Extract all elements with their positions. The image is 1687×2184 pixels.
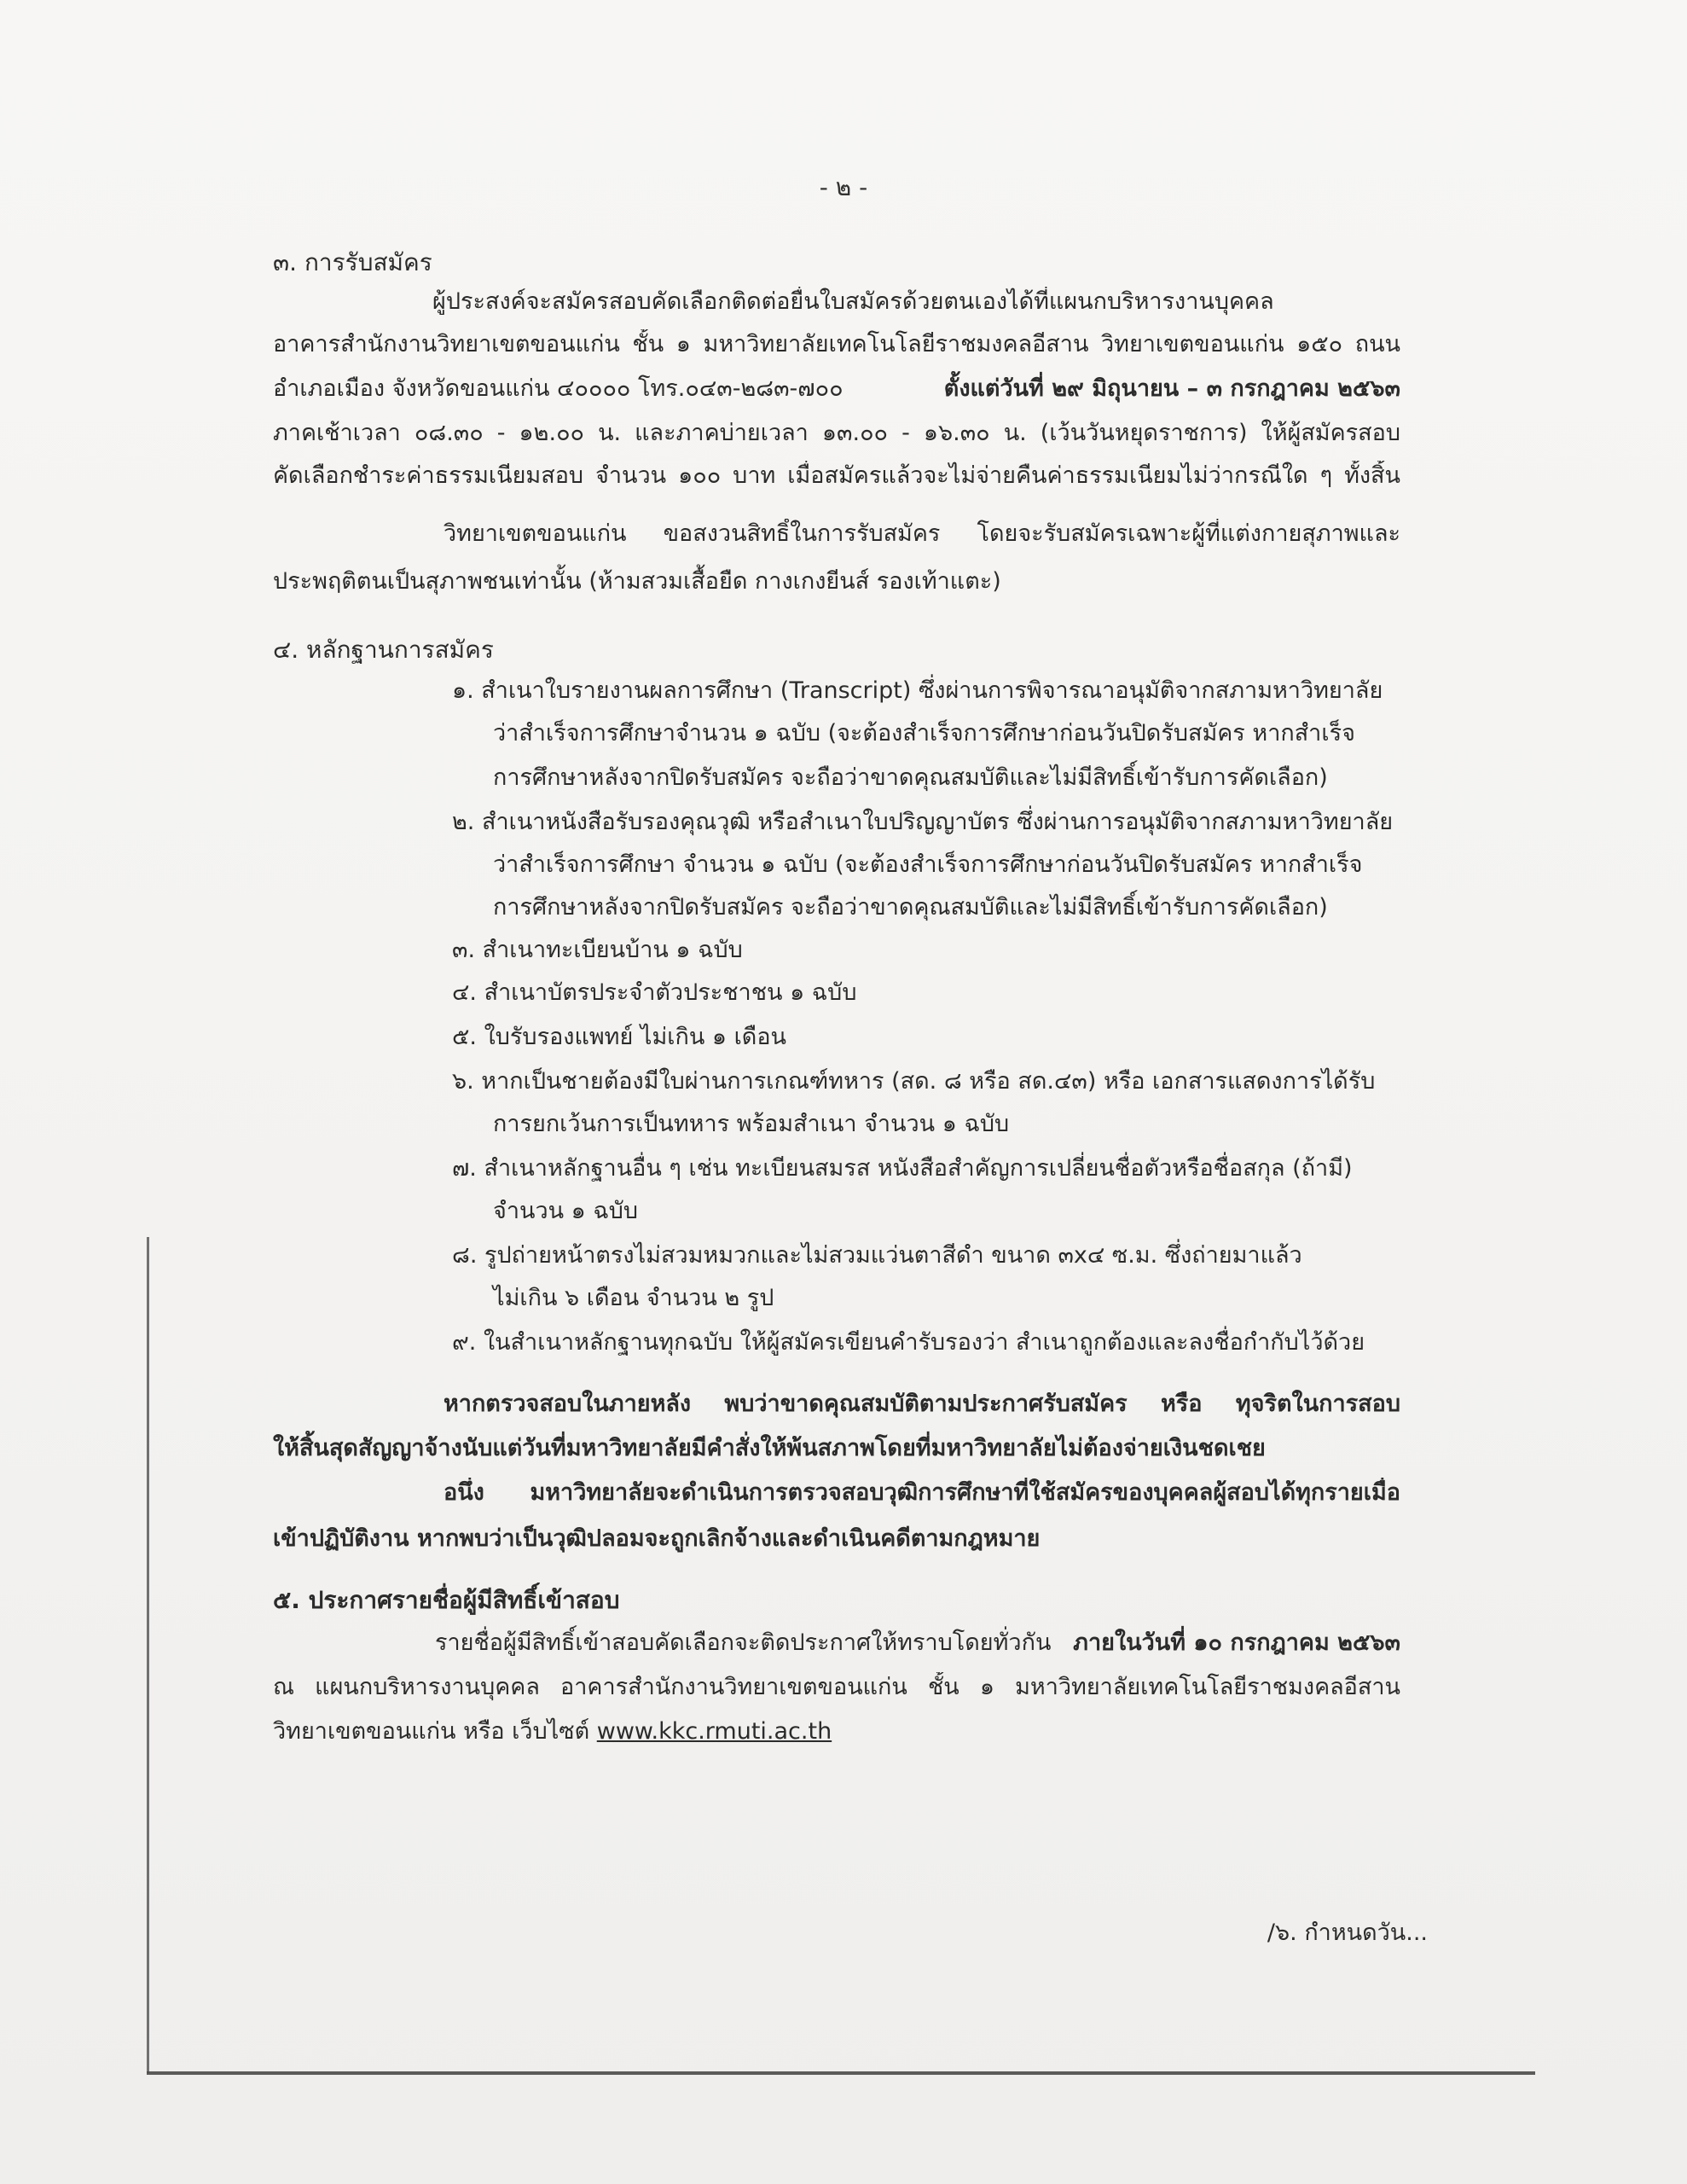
announcement-text: รายชื่อผู้มีสิทธิ์เข้าสอบคัดเลือกจะติดประกาศให้ทราบโดยทั่วกัน: [435, 1629, 1052, 1656]
section-4-heading: ๔. หลักฐานการสมัคร: [273, 636, 494, 664]
section-3-paragraph-1-line-5: คัดเลือกชำระค่าธรรมเนียมสอบ จำนวน ๑๐๐ บาท เมื่อสมัครแล้วจะไม่จ่ายคืนค่าธรรมเนียมไม่ว่ากรณีใด ๆ ทั้งสิ้น: [273, 462, 1400, 489]
item-9: ๙. ในสำเนาหลักฐานทุกฉบับ ให้ผู้สมัครเขียนคำรับรองว่า สำเนาถูกต้องและลงชื่อกำกับไว้ด้วย: [452, 1329, 1365, 1356]
contact-address-text: อำเภอเมือง จังหวัดขอนแก่น ๔๐๐๐๐ โทร.๐๔๓-๒๘๓-๗๐๐: [273, 375, 844, 402]
item-2-line-1: ๒. สำเนาหนังสือรับรองคุณวุฒิ หรือสำเนาใบปริญญาบัตร ซึ่งผ่านการอนุมัติจากสภามหาวิทยาลัย: [452, 809, 1394, 835]
section-3-paragraph-2-line-2: ประพฤติตนเป็นสุภาพชนเท่านั้น (ห้ามสวมเสื้อยืด กางเกงยีนส์ รองเท้าแตะ): [273, 568, 1001, 595]
website-link[interactable]: www.kkc.rmuti.ac.th: [596, 1718, 832, 1745]
item-1-line-2: ว่าสำเร็จการศึกษาจำนวน ๑ ฉบับ (จะต้องสำเร็จการศึกษาก่อนวันปิดรับสมัคร หากสำเร็จ: [493, 720, 1355, 746]
warning-1-line-1: หากตรวจสอบในภายหลัง พบว่าขาดคุณสมบัติตามประกาศรับสมัคร หรือ ทุจริตในการสอบ: [443, 1391, 1400, 1417]
item-2-line-3: การศึกษาหลังจากปิดรับสมัคร จะถือว่าขาดคุณสมบัติและไม่มีสิทธิ์เข้ารับการคัดเลือก): [493, 894, 1328, 921]
item-8-line-1: ๘. รูปถ่ายหน้าตรงไม่สวมหมวกและไม่สวมแว่นตาสีดำ ขนาด ๓x๔ ซ.ม. ซึ่งถ่ายมาแล้ว: [452, 1242, 1302, 1269]
item-5: ๕. ใบรับรองแพทย์ ไม่เกิน ๑ เดือน: [452, 1024, 787, 1050]
item-6-line-1: ๖. หากเป็นชายต้องมีใบผ่านการเกณฑ์ทหาร (สด. ๘ หรือ สด.๔๓) หรือ เอกสารแสดงการได้รับ: [452, 1068, 1376, 1095]
section-5-line-1: [435, 1628, 1400, 1658]
application-period-text: ตั้งแต่วันที่ ๒๙ มิถุนายน – ๓ กรกฎาคม ๒๕๖๓: [943, 375, 1400, 402]
scan-frame-bottom-edge: [147, 2071, 1535, 2075]
item-1-line-1: ๑. สำเนาใบรายงานผลการศึกษา (Transcript) ซึ่งผ่านการพิจารณาอนุมัติจากสภามหาวิทยาลัย: [452, 677, 1383, 704]
item-7-line-1: ๗. สำเนาหลักฐานอื่น ๆ เช่น ทะเบียนสมรส หนังสือสำคัญการเปลี่ยนชื่อตัวหรือชื่อสกุล (ถ้ามี): [452, 1155, 1353, 1182]
section-3-paragraph-1-line-3: [273, 374, 1400, 404]
page-number: - ๒ -: [819, 173, 868, 201]
item-8-line-2: ไม่เกิน ๖ เดือน จำนวน ๒ รูป: [493, 1285, 774, 1311]
section-3-heading: ๓. การรับสมัคร: [273, 248, 432, 276]
scan-frame-left-edge: [147, 1237, 149, 2073]
section-5-line-2: ณ แผนกบริหารงานบุคคล อาคารสำนักงานวิทยาเขตขอนแก่น ชั้น ๑ มหาวิทยาลัยเทคโนโลยีราชมงคลอีสาน: [273, 1674, 1400, 1700]
section-5-heading: ๕. ประกาศรายชื่อผู้มีสิทธิ์เข้าสอบ: [273, 1586, 620, 1614]
section-3-paragraph-1-line-1: ผู้ประสงค์จะสมัครสอบคัดเลือกติดต่อยื่นใบสมัครด้วยตนเองได้ที่แผนกบริหารงานบุคคล: [432, 288, 1274, 315]
section-3-paragraph-1-line-4: ภาคเช้าเวลา ๐๘.๓๐ - ๑๒.๐๐ น. และภาคบ่ายเวลา ๑๓.๐๐ - ๑๖.๓๐ น. (เว้นวันหยุดราชการ) ให้ผู้สมัครสอบ: [273, 420, 1400, 446]
item-1-line-3: การศึกษาหลังจากปิดรับสมัคร จะถือว่าขาดคุณสมบัติและไม่มีสิทธิ์เข้ารับการคัดเลือก): [493, 764, 1328, 791]
item-6-line-2: การยกเว้นการเป็นทหาร พร้อมสำเนา จำนวน ๑ ฉบับ: [493, 1111, 1010, 1137]
announcement-date: ภายในวันที่ ๑๐ กรกฎาคม ๒๕๖๓: [1073, 1629, 1400, 1656]
item-7-line-2: จำนวน ๑ ฉบับ: [493, 1198, 639, 1224]
warning-1-line-2: ให้สิ้นสุดสัญญาจ้างนับแต่วันที่มหาวิทยาลัยมีคำสั่งให้พ้นสภาพโดยที่มหาวิทยาลัยไม่ต้องจ่ายเงินชดเชย: [273, 1435, 1266, 1461]
item-4: ๔. สำเนาบัตรประจำตัวประชาชน ๑ ฉบับ: [452, 979, 857, 1006]
section-5-line-3-text: วิทยาเขตขอนแก่น หรือ เว็บไซต์: [273, 1718, 590, 1745]
item-3: ๓. สำเนาทะเบียนบ้าน ๑ ฉบับ: [452, 937, 743, 963]
continuation-marker: /๖. กำหนดวัน...: [1267, 1920, 1428, 1946]
warning-2-line-2: เข้าปฏิบัติงาน หากพบว่าเป็นวุฒิปลอมจะถูกเลิกจ้างและดำเนินคดีตามกฎหมาย: [273, 1525, 1041, 1552]
section-3-paragraph-1-line-2: อาคารสำนักงานวิทยาเขตขอนแก่น ชั้น ๑ มหาวิทยาลัยเทคโนโลยีราชมงคลอีสาน วิทยาเขตขอนแก่น ๑๕๐ ถนน: [273, 331, 1400, 357]
warning-2-line-1: อนึ่ง มหาวิทยาลัยจะดำเนินการตรวจสอบวุฒิการศึกษาที่ใช้สมัครของบุคคลผู้สอบได้ทุกรายเมื่อ: [443, 1479, 1400, 1506]
section-3-paragraph-2-line-1: วิทยาเขตขอนแก่น ขอสงวนสิทธิ์ในการรับสมัคร โดยจะรับสมัครเฉพาะผู้ที่แต่งกายสุภาพและ: [443, 520, 1400, 547]
item-2-line-2: ว่าสำเร็จการศึกษา จำนวน ๑ ฉบับ (จะต้องสำเร็จการศึกษาก่อนวันปิดรับสมัคร หากสำเร็จ: [493, 851, 1363, 878]
section-5-line-3: [273, 1716, 832, 1747]
